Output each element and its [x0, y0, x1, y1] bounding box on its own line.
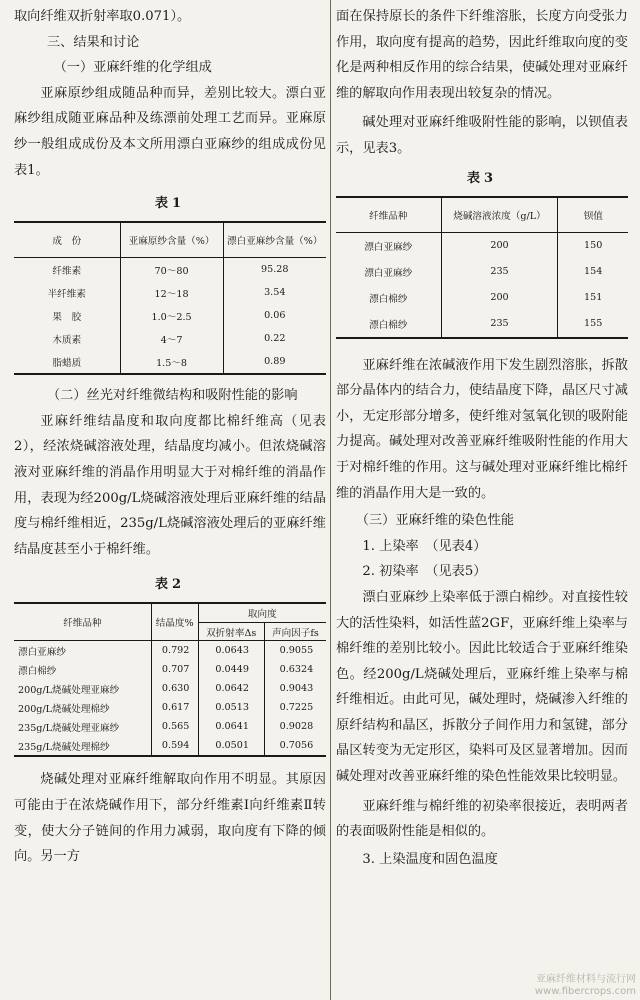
table-row	[14, 679, 326, 698]
table-cell: 235	[441, 259, 558, 285]
table-row	[336, 232, 628, 259]
table-cell: 1.0～2.5	[120, 304, 223, 327]
table-cell: 0.9043	[264, 679, 326, 698]
table-cell: 漂白棉纱	[369, 319, 408, 331]
table3-header: 纤维品种	[369, 210, 408, 222]
table-cell: 漂白亚麻纱	[18, 646, 66, 658]
table-row	[14, 304, 326, 327]
table-cell: 0.0643	[198, 641, 264, 661]
table-cell: 0.0449	[198, 660, 264, 679]
paragraph-orientation: 烧碱处理对亚麻纤维解取向作用不明显。其原因可能由于在浓烧碱作用下，部分纤维素Ⅰ向纤维素Ⅱ转变，使大分子链间的作用力减弱，取向度有下降的倾向。另一方	[14, 772, 326, 865]
table-row	[14, 281, 326, 304]
table-cell: 151	[558, 285, 628, 311]
paragraph-orientation-continued: 面在保持原长的条件下纤维溶胀，长度方向受张力作用，取向度有提高的趋势，因此纤维取向度的变化是两种相反作用的综合结果，使碱处理对亚麻纤维的解取向作用表现出较复杂的情况。	[336, 9, 628, 101]
table-row	[14, 660, 326, 679]
table-cell: 0.22	[223, 327, 326, 350]
section-heading-results: 三、结果和讨论	[47, 34, 140, 50]
subsection-heading-chemical: （一）亚麻纤维的化学组成	[53, 60, 212, 76]
table-cell: 0.6324	[264, 660, 326, 679]
table-row	[14, 698, 326, 717]
table-cell: 150	[558, 232, 628, 259]
table-cell: 纤维素	[52, 265, 82, 277]
table-cell: 0.7056	[264, 736, 326, 756]
table-cell: 200	[441, 232, 558, 259]
table2-header-row	[14, 603, 326, 622]
table3	[336, 196, 628, 339]
table-cell: 0.06	[223, 304, 326, 327]
table-cell: 3.54	[223, 281, 326, 304]
table-row	[14, 736, 326, 756]
right-column	[336, 0, 628, 872]
table-cell: 0.9055	[264, 641, 326, 661]
table-cell: 0.792	[151, 641, 198, 661]
table1-header: 成 份	[52, 236, 82, 248]
table1-header-row	[14, 222, 326, 258]
table2-header: 取向度	[198, 603, 326, 622]
table3-caption: 表3	[466, 170, 498, 186]
table3-header: 烧碱溶液浓度（g/L）	[441, 197, 558, 233]
list-item-temperature: 3. 上染温度和固色温度	[362, 851, 498, 867]
paragraph-swelling: 亚麻纤维在浓碱液作用下发生剧烈溶胀，拆散部分晶体内的结合力，使结晶度下降，晶区尺寸减小，无定形部分增多，使纤维对氢氧化钡的吸附能力提高。碱处理对改善亚麻纤维吸附性能的作用大于对棉纤维的作用。这与碱处理对亚麻纤维比棉纤维的消晶作用大是一致的。	[336, 357, 628, 501]
table-cell: 0.89	[223, 350, 326, 374]
table-row	[14, 258, 326, 282]
paragraph-crystallinity: 亚麻纤维结晶度和取向度都比棉纤维高（见表2），经浓烧碱溶液处理，结晶度均减小。但浓烧碱溶液对亚麻纤维的消晶作用明显大于对棉纤维的消晶作用，表现为经200g/L烧碱溶液处理后亚麻纤维的结晶度与棉纤维相近，235g/L烧碱溶液处理后的亚麻纤维结晶度甚至小于棉纤维。	[14, 413, 326, 557]
table-cell: 半纤维素	[47, 288, 86, 300]
table-cell: 漂白亚麻纱	[364, 267, 413, 279]
table-row	[336, 311, 628, 338]
table-cell: 200g/L烧碱处理棉纱	[18, 703, 110, 715]
table-cell: 200g/L烧碱处理亚麻纱	[18, 684, 120, 696]
table-cell: 4～7	[120, 327, 223, 350]
table-cell: 0.707	[151, 660, 198, 679]
table-row	[336, 259, 628, 285]
table1-caption: 表1	[154, 196, 186, 212]
table-cell: 0.594	[151, 736, 198, 756]
subsection-heading-mercerizing: （二）丝光对纤维微结构和吸附性能的影响	[47, 388, 298, 404]
left-column	[14, 0, 326, 870]
table-cell: 95.28	[223, 258, 326, 282]
table-cell: 0.9028	[264, 717, 326, 736]
table-cell: 155	[558, 311, 628, 338]
table2	[14, 602, 326, 757]
table-cell: 果 胶	[52, 311, 82, 323]
table-cell: 12～18	[120, 281, 223, 304]
table-cell: 0.0513	[198, 698, 264, 717]
table-cell: 0.617	[151, 698, 198, 717]
table-cell: 漂白棉纱	[18, 665, 57, 677]
table-cell: 154	[558, 259, 628, 285]
table2-caption: 表2	[154, 577, 186, 593]
paragraph-initial-uptake: 亚麻纤维与棉纤维的初染率很接近，表明两者的表面吸附性能是相似的。	[336, 798, 628, 840]
table-row	[336, 285, 628, 311]
table-row	[14, 717, 326, 736]
table2-header: 纤维品种	[14, 603, 151, 641]
table-cell: 脂蜡质	[52, 357, 82, 369]
table-cell: 235	[441, 311, 558, 338]
table-cell: 235g/L烧碱处理棉纱	[18, 741, 110, 753]
watermark-logo: 亚麻纤维材料与流行网 www.fibercrops.com	[534, 974, 636, 997]
table3-header-row	[336, 197, 628, 233]
table-row	[14, 641, 326, 661]
paragraph-composition: 亚麻原纱组成随品种而异，差别比较大。漂白亚麻纱组成随亚麻品种及练漂前处理工艺而异。亚麻原纱一般组成成份及本文所用漂白亚麻纱的组成成份见表1。	[14, 85, 326, 178]
list-item-uptake: 1. 上染率 （见表4）	[362, 538, 487, 554]
table-cell: 0.630	[151, 679, 198, 698]
paragraph-adsorption: 碱处理对亚麻纤维吸附性能的影响，以钡值表示，见表3。	[336, 115, 628, 156]
table-cell: 漂白棉纱	[369, 293, 408, 305]
table-cell: 235g/L烧碱处理亚麻纱	[18, 722, 120, 734]
continued-line: 取向纤维双折射率取0.071）。	[14, 9, 191, 24]
table1	[14, 221, 326, 375]
list-item-initial-uptake: 2. 初染率 （见表5）	[362, 564, 487, 580]
table1-header: 亚麻原纱含量（%）	[120, 222, 223, 258]
table1-header: 漂白亚麻纱含量（%）	[223, 222, 326, 258]
subsection-heading-dyeing: （三）亚麻纤维的染色性能	[355, 513, 515, 529]
table-cell: 0.0642	[198, 679, 264, 698]
table2-header: 结晶度%	[151, 603, 198, 641]
table-cell: 0.7225	[264, 698, 326, 717]
table3-header: 钡值	[558, 197, 628, 233]
table2-header: 双折射率Δs	[198, 622, 264, 640]
table-cell: 0.0641	[198, 717, 264, 736]
paragraph-dyeing: 漂白亚麻纱上染率低于漂白棉纱。对直接性较大的活性染料，如活性蓝2GF，亚麻纤维上染率与棉纤维的差别比较小。因此比较适合于亚麻纤维染色。经200g/L烧碱处理后，亚麻纤维上染率与棉纤维相近。由此可见，碱处理时，烧碱渗入纤维的原纤结构和晶区，拆散分子间作用力和氢键，部分晶区转变为无定形区，染料可及区显著增加。因而碱处理对改善亚麻纤维的染色性能效果比较明显。	[336, 589, 628, 785]
table-row	[14, 350, 326, 374]
table2-header: 声向因子fs	[264, 622, 326, 640]
table-row	[14, 327, 326, 350]
table-cell: 200	[441, 285, 558, 311]
table-cell: 0.0501	[198, 736, 264, 756]
table-cell: 1.5～8	[120, 350, 223, 374]
table-cell: 木质素	[52, 334, 82, 346]
table-cell: 70～80	[120, 258, 223, 282]
table-cell: 0.565	[151, 717, 198, 736]
column-divider	[330, 0, 331, 1000]
table-cell: 漂白亚麻纱	[364, 241, 413, 253]
